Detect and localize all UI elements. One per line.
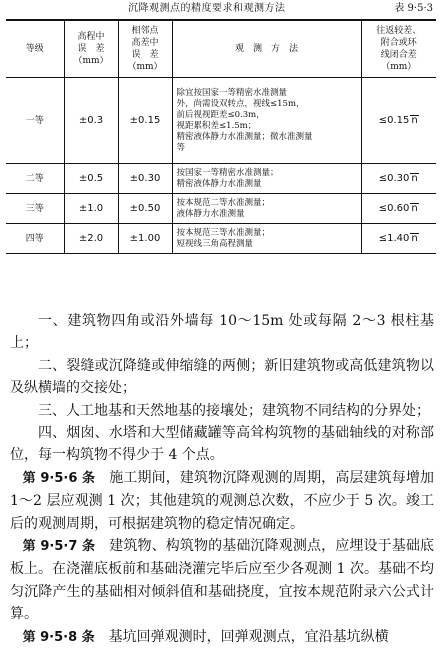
article-label: 第 9·5·7 条 (22, 539, 96, 555)
article-label: 第 9·5·8 条 (22, 629, 95, 645)
cell-adj: ±0.50 (118, 194, 172, 224)
article-text: 施工期间，建筑物沉降观测的周期，高层建筑每增加 1～2 层应观测 1 次；其他建筑的观测总次数，不应少于 5 次。竣工后的观测周期，可根据建筑物的稳定情况确定。 (10, 469, 434, 532)
article-text: 建筑物、构筑物的基础沉降观测点，应埋设于基础底板上。在浇灌底板前和基础浇灌完毕后应至少各观测 1 次。基础不均匀沉降产生的基础相对倾斜值和基础挠度，宜按本规范附录六公式计算。 (10, 538, 434, 623)
table-row (6, 194, 436, 224)
header-closure: 往返较差、 附合或环 线闭合差 （mm） (361, 20, 436, 78)
paragraph-item-2: 二、裂缝或沉降缝或伸缩缝的两侧；新旧建筑物或高低建筑物以及纵横墙的交接处； (10, 357, 434, 397)
cell-elev: ±1.0 (64, 194, 118, 224)
cell-closure: ≤0.15 n (361, 78, 436, 164)
cell-method: 按国家一等精密水准测量； 精密液体静力水准测量 (172, 164, 361, 194)
article-9-5-6 (10, 467, 434, 535)
cell-closure: ≤0.30 n (361, 164, 436, 194)
cell-adj: ±1.00 (118, 224, 172, 254)
cell-closure: ≤0.60 n (361, 194, 436, 224)
table-row (6, 224, 436, 254)
sqrt-n: n (411, 232, 418, 244)
article-label: 第 9·5·6 条 (22, 470, 96, 486)
table-title: 沉降观测点的精度要求和观测方法 (128, 3, 286, 14)
article-9-5-7 (10, 535, 434, 626)
table-header-row (6, 20, 436, 78)
header-grade: 等级 (6, 20, 64, 78)
sqrt-n: n (411, 172, 418, 184)
table-caption (0, 2, 441, 16)
sqrt-n: n (411, 202, 418, 214)
cell-adj: ±0.30 (118, 164, 172, 194)
header-elev-error: 高程中 误 差 （mm） (64, 20, 118, 78)
article-9-5-8 (10, 626, 434, 649)
cell-adj: ±0.15 (118, 78, 172, 164)
header-method: 观 测 方 法 (172, 20, 361, 78)
table-number: 表 9·5·3 (394, 3, 433, 14)
cell-elev: ±0.5 (64, 164, 118, 194)
cell-grade: 三等 (6, 194, 64, 224)
table-row (6, 164, 436, 194)
cell-method: 按本规范三等水准测量； 短视线三角高程测量 (172, 224, 361, 254)
cell-method: 按本规范二等水准测量； 液体静力水准测量 (172, 194, 361, 224)
cell-grade: 二等 (6, 164, 64, 194)
body-text (10, 310, 434, 649)
paragraph-item-3: 三、人工地基和天然地基的接壤处；建筑物不同结构的分界处； (38, 402, 430, 419)
sqrt-n: n (411, 114, 418, 126)
paragraph-item-4: 四、烟囱、水塔和大型储藏罐等高耸构筑物的基础轴线的对称部位，每一构筑物不得少于 4 个点。 (10, 425, 434, 464)
accuracy-table (6, 19, 436, 254)
cell-elev: ±2.0 (64, 224, 118, 254)
table-row (6, 78, 436, 164)
paragraph-item-1: 一、建筑物四角或沿外墙每 10～15m 处或每隔 2～3 根柱基上； (10, 313, 434, 352)
header-adj-error: 相邻点 高差中 误 差 （mm） (118, 20, 172, 78)
cell-closure: ≤1.40 n (361, 224, 436, 254)
article-text: 基坑回弹观测时，回弹观测点，宜沿基坑纵横 (94, 628, 389, 645)
cell-grade: 四等 (6, 224, 64, 254)
cell-method: 除宜按国家一等精密水准测量 外，尚需设双转点，视线≤15m， 前后视视距差≤0.3m， 视距累积差≤1.5m； 精密液体静力水准测量；微水准测量 等 (172, 78, 361, 164)
cell-grade: 一等 (6, 78, 64, 164)
cell-elev: ±0.3 (64, 78, 118, 164)
